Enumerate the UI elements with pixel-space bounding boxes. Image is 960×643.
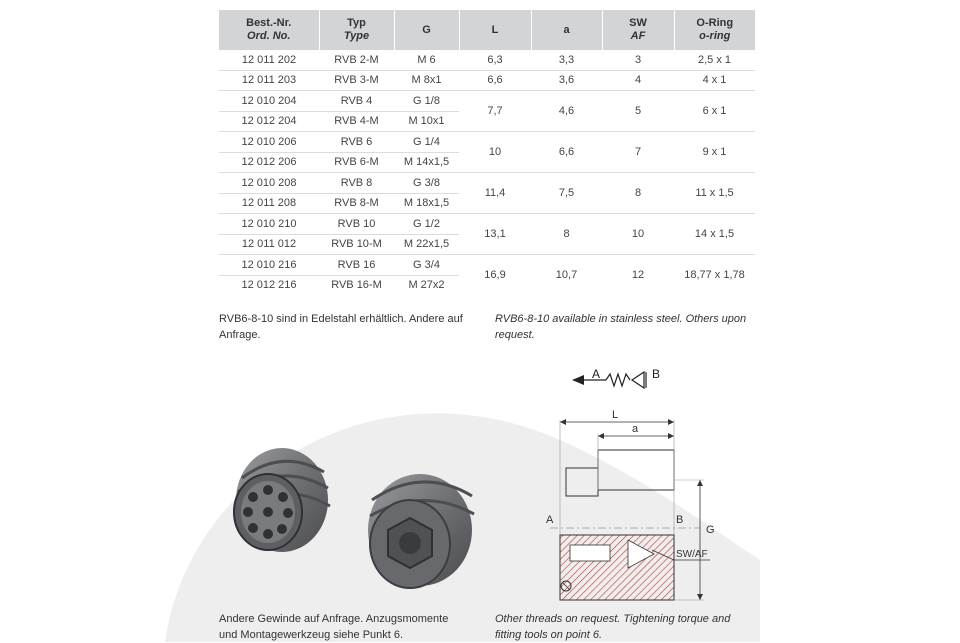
table-row — [219, 91, 755, 112]
dimension-g — [674, 480, 715, 600]
check-valve-symbol — [572, 367, 660, 388]
cell-sw: 10 — [602, 214, 674, 255]
stainless-note-de: RVB6-8-10 sind in Edelstahl erhältlich. Andere auf Anfrage. — [219, 313, 463, 341]
cell-g: M 14x1,5 — [394, 152, 459, 173]
cell-oring: 14 x 1,5 — [674, 214, 755, 255]
cell-a: 3,3 — [558, 53, 575, 66]
cell-type: RVB 4 — [319, 91, 394, 112]
cell-ord: 12 011 203 — [219, 70, 319, 91]
cell-oring: 11 x 1,5 — [674, 173, 755, 214]
dim-label-g: G — [706, 524, 715, 536]
stainless-note-en: RVB6-8-10 available in stainless steel. Others upon request. — [495, 313, 747, 341]
dimension-a — [598, 423, 674, 439]
cell-oring: 4 x 1 — [674, 70, 755, 91]
cell-sw: 5 — [602, 91, 674, 132]
threads-note-de: Andere Gewinde auf Anfrage. Anzugsmomente und Montagewerkzeug siehe Punkt 6. — [219, 613, 449, 641]
cell-a: 3,6 — [531, 70, 602, 91]
cell-oring: 2,5 x 1 — [697, 53, 732, 66]
dimension-l — [560, 409, 674, 425]
cell-sw: 12 — [602, 255, 674, 296]
cell-ord: 12 010 208 — [219, 173, 319, 194]
cell-g: G 3/8 — [394, 173, 459, 194]
cell-type: RVB 10-M — [319, 234, 394, 255]
port-label-b: B — [676, 514, 684, 526]
cell-l: 7,7 — [459, 91, 531, 132]
cell-ord: 12 012 206 — [219, 152, 319, 173]
cell-ord: 12 011 012 — [219, 234, 319, 255]
col-header-type: Typ Type — [319, 10, 394, 50]
sw-af-label: SW/AF — [676, 549, 708, 560]
cell-l: 10 — [459, 132, 531, 173]
cell-type: RVB 4-M — [319, 111, 394, 132]
table-row — [219, 50, 755, 70]
col-header-g: G — [394, 10, 459, 50]
col-header-sw: SW AF — [602, 10, 674, 50]
dim-label-a: a — [632, 423, 639, 435]
cell-ord: 12 010 204 — [219, 91, 319, 112]
cell-sw: 8 — [602, 173, 674, 214]
cell-ord: 12 010 210 — [219, 214, 319, 235]
cell-a: 6,6 — [531, 132, 602, 173]
dim-label-l: L — [612, 409, 619, 421]
symbol-label-b: B — [652, 367, 661, 381]
cell-l: 6,6 — [459, 70, 531, 91]
cell-a: 8 — [531, 214, 602, 255]
cell-g: G 1/8 — [394, 91, 459, 112]
cell-type: RVB 8 — [319, 173, 394, 194]
valve-back-part — [368, 474, 474, 588]
cell-g: M 18x1,5 — [394, 193, 459, 214]
valve-technical-drawing — [540, 360, 760, 612]
cell-type: RVB 8-M — [319, 193, 394, 214]
col-header-l: L — [459, 10, 531, 50]
table-row — [219, 70, 755, 91]
cell-ord: 12 010 206 — [219, 132, 319, 153]
cell-oring: 6 x 1 — [674, 91, 755, 132]
cell-ord: 12 012 204 — [219, 111, 319, 132]
cell-ord: 12 010 216 — [219, 255, 319, 276]
cell-g: M 10x1 — [394, 111, 459, 132]
table-row — [219, 173, 755, 194]
cell-l: 11,4 — [459, 173, 531, 214]
cell-g: M 6 — [417, 53, 436, 66]
cell-a: 4,6 — [531, 91, 602, 132]
cell-type: RVB 16 — [319, 255, 394, 276]
cell-sw: 7 — [602, 132, 674, 173]
cell-oring: 9 x 1 — [674, 132, 755, 173]
cell-type: RVB 2-M — [334, 53, 379, 66]
cell-type: RVB 6 — [319, 132, 394, 153]
cell-ord: 12 012 216 — [219, 275, 319, 295]
arrow-left-icon — [572, 375, 584, 385]
cell-l: 16,9 — [459, 255, 531, 296]
col-header-ord: Best.-Nr. Ord. No. — [219, 10, 319, 50]
symbol-label-a: A — [592, 367, 601, 381]
cell-g: M 22x1,5 — [394, 234, 459, 255]
spec-table — [219, 10, 755, 295]
cell-l: 13,1 — [459, 214, 531, 255]
cell-a: 7,5 — [531, 173, 602, 214]
table-row — [219, 255, 755, 276]
valve-product-photo — [220, 420, 480, 610]
valve-front-part — [234, 448, 330, 552]
cell-type: RVB 3-M — [319, 70, 394, 91]
threads-note-en: Other threads on request. Tightening torque and fitting tools on point 6. — [495, 613, 731, 641]
cell-ord: 12 011 202 — [241, 53, 297, 66]
cell-type: RVB 10 — [319, 214, 394, 235]
cell-a: 10,7 — [531, 255, 602, 296]
cell-oring: 18,77 x 1,78 — [674, 255, 755, 296]
table-header-row — [219, 10, 755, 50]
table-row — [219, 132, 755, 153]
cell-sw: 3 — [634, 53, 642, 66]
valve-cross-section — [550, 420, 700, 600]
cell-g: G 1/4 — [394, 132, 459, 153]
cell-g: M 8x1 — [394, 70, 459, 91]
cell-ord: 12 011 208 — [219, 193, 319, 214]
cell-sw: 4 — [602, 70, 674, 91]
cell-g: G 1/2 — [394, 214, 459, 235]
table-row — [219, 214, 755, 235]
col-header-oring: O-Ring o-ring — [674, 10, 755, 50]
cell-g: M 27x2 — [394, 275, 459, 295]
cell-l: 6,3 — [487, 53, 503, 66]
col-header-a: a — [531, 10, 602, 50]
cell-g: G 3/4 — [394, 255, 459, 276]
port-label-a: A — [546, 514, 554, 526]
cell-type: RVB 16-M — [319, 275, 394, 295]
cell-type: RVB 6-M — [319, 152, 394, 173]
